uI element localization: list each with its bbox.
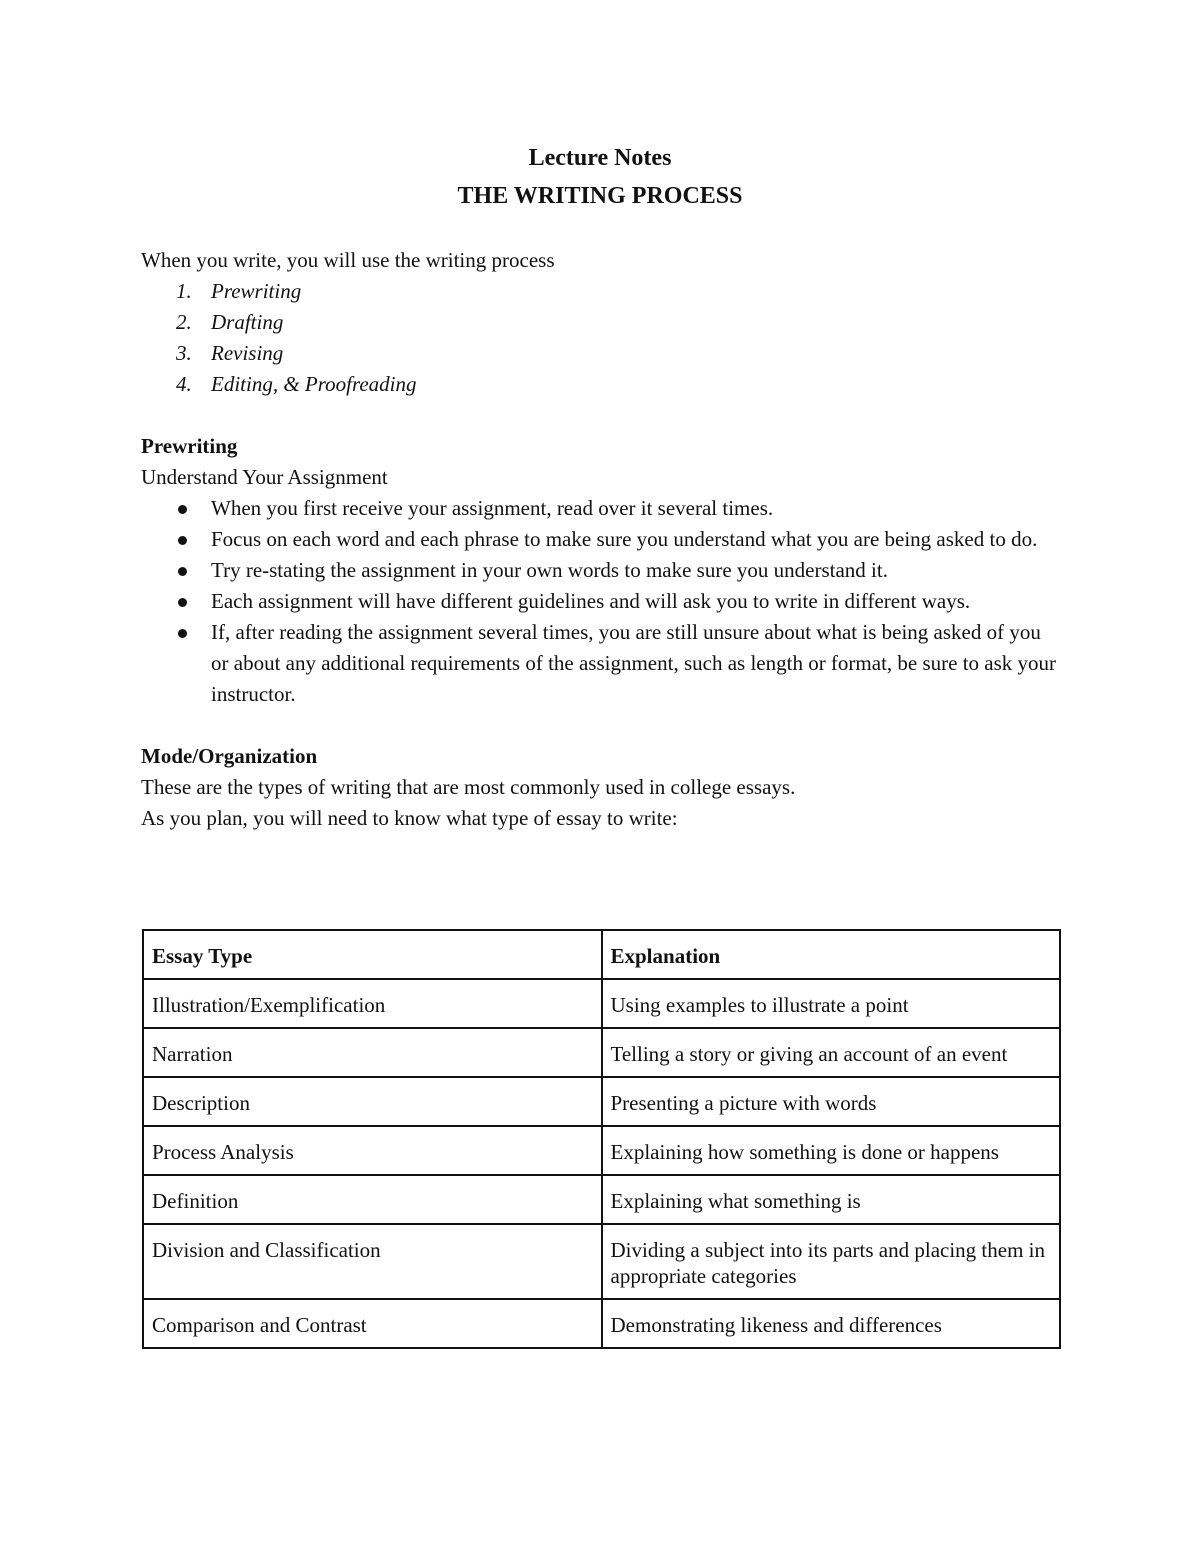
prewriting-heading: Prewriting	[141, 434, 238, 458]
mode-heading: Mode/Organization	[141, 744, 318, 768]
list-number: 4.	[176, 372, 192, 396]
essay-types-table	[142, 929, 1061, 1349]
table-cell-essay-type: Narration	[143, 1028, 602, 1077]
document-body	[141, 245, 1061, 834]
list-item	[141, 617, 1061, 710]
list-item-label: Editing, & Proofreading	[211, 372, 417, 396]
table-row	[143, 1028, 1060, 1077]
list-item	[141, 276, 1061, 307]
table-cell-essay-type: Illustration/Exemplification	[143, 979, 602, 1028]
table-row	[143, 1299, 1060, 1348]
table-row	[143, 1126, 1060, 1175]
table-cell-essay-type: Process Analysis	[143, 1126, 602, 1175]
column-header-essay-type: Essay Type	[143, 930, 602, 979]
table-cell-essay-type: Definition	[143, 1175, 602, 1224]
bullet-icon	[178, 598, 187, 607]
column-header-explanation: Explanation	[602, 930, 1061, 979]
table-row	[143, 1077, 1060, 1126]
list-item	[141, 493, 1061, 524]
list-item	[141, 524, 1061, 555]
process-steps-list	[141, 276, 1061, 400]
list-item-text: Focus on each word and each phrase to make sure you understand what you are being asked to do.	[211, 527, 1038, 551]
spacer	[141, 710, 1061, 741]
list-item-text: When you first receive your assignment, read over it several times.	[211, 496, 774, 520]
mode-text-line2: As you plan, you will need to know what type of essay to write:	[141, 806, 678, 830]
list-item	[141, 586, 1061, 617]
bullet-icon	[178, 536, 187, 545]
bullet-icon	[178, 629, 187, 638]
document-subtitle: THE WRITING PROCESS	[457, 183, 743, 209]
table-cell-essay-type: Comparison and Contrast	[143, 1299, 602, 1348]
intro-text: When you write, you will use the writing process	[141, 248, 555, 272]
table-row	[143, 979, 1060, 1028]
table-cell-explanation: Demonstrating likeness and differences	[602, 1299, 1061, 1348]
table-cell-explanation: Explaining how something is done or happens	[602, 1126, 1061, 1175]
prewriting-bullet-list	[141, 493, 1061, 710]
table-cell-explanation: Dividing a subject into its parts and placing them in appropriate categories	[602, 1224, 1061, 1299]
bullet-icon	[178, 505, 187, 514]
list-item	[141, 555, 1061, 586]
bullet-icon	[178, 567, 187, 576]
table-row	[143, 1224, 1060, 1299]
list-item-label: Drafting	[211, 310, 284, 334]
table-cell-essay-type: Description	[143, 1077, 602, 1126]
table-header-row	[143, 930, 1060, 979]
table-cell-essay-type: Division and Classification	[143, 1224, 602, 1299]
table-row	[143, 1175, 1060, 1224]
prewriting-subheading: Understand Your Assignment	[141, 465, 388, 489]
list-item-label: Prewriting	[211, 279, 302, 303]
table-cell-explanation: Using examples to illustrate a point	[602, 979, 1061, 1028]
list-number: 1.	[176, 279, 192, 303]
list-number: 2.	[176, 310, 192, 334]
list-item-text: If, after reading the assignment several times, you are still unsure about what is being asked of you or about any additional requirements of the assignment, such as length or format, be sure to ask your instructor.	[211, 620, 1057, 706]
list-item	[141, 307, 1061, 338]
table-cell-explanation: Explaining what something is	[602, 1175, 1061, 1224]
list-item-label: Revising	[211, 341, 284, 365]
list-item	[141, 369, 1061, 400]
list-item-text: Each assignment will have different guidelines and will ask you to write in different ways.	[211, 589, 971, 613]
mode-text-line1: These are the types of writing that are most commonly used in college essays.	[141, 775, 796, 799]
list-item	[141, 338, 1061, 369]
table-cell-explanation: Presenting a picture with words	[602, 1077, 1061, 1126]
list-number: 3.	[176, 341, 192, 365]
spacer	[141, 400, 1061, 431]
document-title: Lecture Notes	[528, 145, 672, 171]
list-item-text: Try re-stating the assignment in your own words to make sure you understand it.	[211, 558, 888, 582]
table-cell-explanation: Telling a story or giving an account of an event	[602, 1028, 1061, 1077]
